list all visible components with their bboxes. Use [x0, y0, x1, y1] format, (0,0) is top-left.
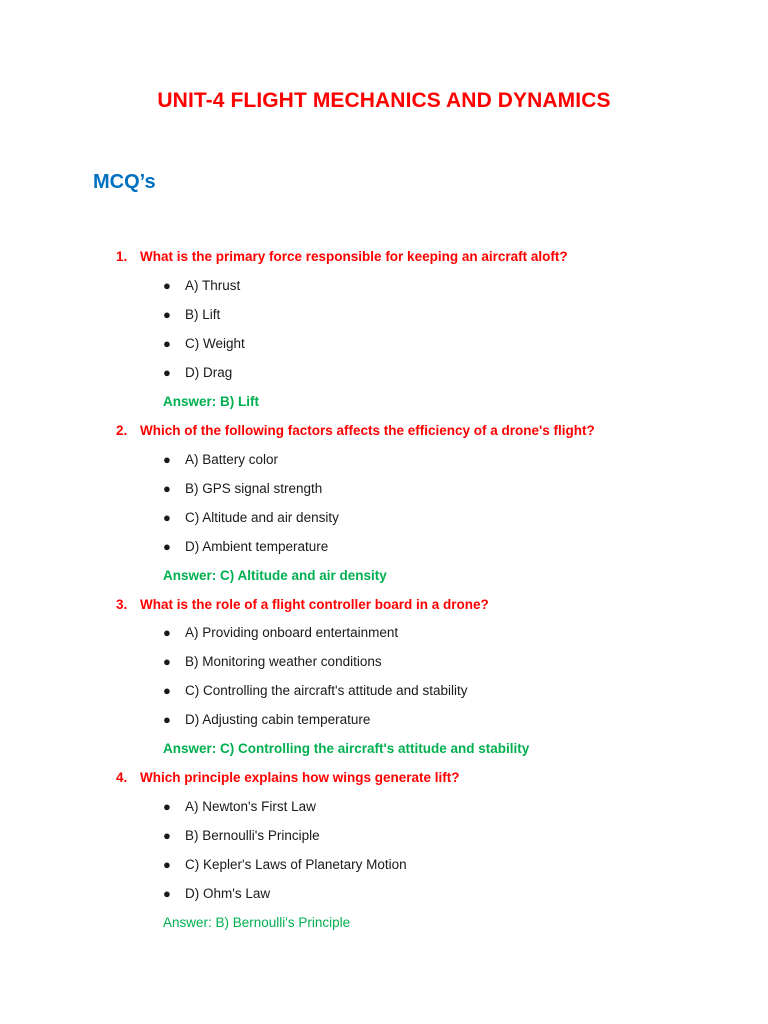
- option-text: B) Monitoring weather conditions: [185, 654, 382, 669]
- option-item: [163, 481, 322, 496]
- option-item: [163, 452, 278, 467]
- option-text: B) Bernoulli's Principle: [185, 828, 320, 843]
- bullet-icon: ●: [163, 365, 171, 380]
- option-text: C) Kepler's Laws of Planetary Motion: [185, 857, 407, 872]
- option-item: [163, 828, 320, 843]
- option-text: B) GPS signal strength: [185, 481, 323, 496]
- answer-3: Answer: C) Controlling the aircraft's attitude and stability: [163, 741, 530, 756]
- option-text: D) Ohm's Law: [185, 886, 271, 901]
- bullet-icon: ●: [163, 481, 171, 496]
- option-text: C) Controlling the aircraft's attitude and stability: [185, 683, 468, 698]
- answer-4: Answer: B) Bernoulli's Principle: [163, 915, 351, 930]
- section-heading-mcqs: MCQ’s: [93, 171, 156, 193]
- question-number: 2.: [116, 423, 128, 438]
- bullet-icon: ●: [163, 452, 171, 467]
- option-text: B) Lift: [185, 307, 221, 322]
- option-item: [163, 510, 339, 525]
- option-item: [163, 857, 407, 872]
- bullet-icon: ●: [163, 510, 171, 525]
- question-text: What is the role of a flight controller board in a drone?: [140, 597, 489, 612]
- bullet-icon: ●: [163, 654, 171, 669]
- option-item: [163, 365, 232, 380]
- question-number: 3.: [116, 597, 128, 612]
- bullet-icon: ●: [163, 625, 171, 640]
- option-text: D) Adjusting cabin temperature: [185, 712, 371, 727]
- question-2: [116, 423, 595, 438]
- bullet-icon: ●: [163, 683, 171, 698]
- bullet-icon: ●: [163, 886, 171, 901]
- document-title: UNIT-4 FLIGHT MECHANICS AND DYNAMICS: [157, 89, 611, 112]
- option-item: [163, 625, 398, 640]
- option-item: [163, 307, 220, 322]
- answer-1: Answer: B) Lift: [163, 394, 259, 409]
- option-item: [163, 278, 240, 293]
- option-text: A) Providing onboard entertainment: [185, 625, 399, 640]
- question-text: What is the primary force responsible for keeping an aircraft aloft?: [140, 249, 568, 264]
- bullet-icon: ●: [163, 278, 171, 293]
- option-item: [163, 539, 328, 554]
- option-item: [163, 712, 370, 727]
- option-item: [163, 654, 382, 669]
- bullet-icon: ●: [163, 828, 171, 843]
- option-text: D) Drag: [185, 365, 233, 380]
- option-text: A) Thrust: [185, 278, 241, 293]
- question-number: 1.: [116, 249, 128, 264]
- answer-2: Answer: C) Altitude and air density: [163, 568, 387, 583]
- bullet-icon: ●: [163, 336, 171, 351]
- option-item: [163, 683, 467, 698]
- option-text: A) Newton's First Law: [185, 799, 316, 814]
- option-item: [163, 336, 245, 351]
- question-text: Which of the following factors affects the efficiency of a drone's flight?: [140, 423, 595, 438]
- question-1: [116, 249, 568, 264]
- bullet-icon: ●: [163, 857, 171, 872]
- bullet-icon: ●: [163, 712, 171, 727]
- option-item: [163, 886, 270, 901]
- option-text: A) Battery color: [185, 452, 279, 467]
- option-text: C) Weight: [185, 336, 245, 351]
- question-3: [116, 597, 489, 612]
- bullet-icon: ●: [163, 539, 171, 554]
- bullet-icon: ●: [163, 307, 171, 322]
- option-text: C) Altitude and air density: [185, 510, 339, 525]
- question-text: Which principle explains how wings generate lift?: [140, 770, 460, 785]
- bullet-icon: ●: [163, 799, 171, 814]
- question-number: 4.: [116, 770, 128, 785]
- option-text: D) Ambient temperature: [185, 539, 329, 554]
- question-4: [116, 770, 460, 785]
- option-item: [163, 799, 316, 814]
